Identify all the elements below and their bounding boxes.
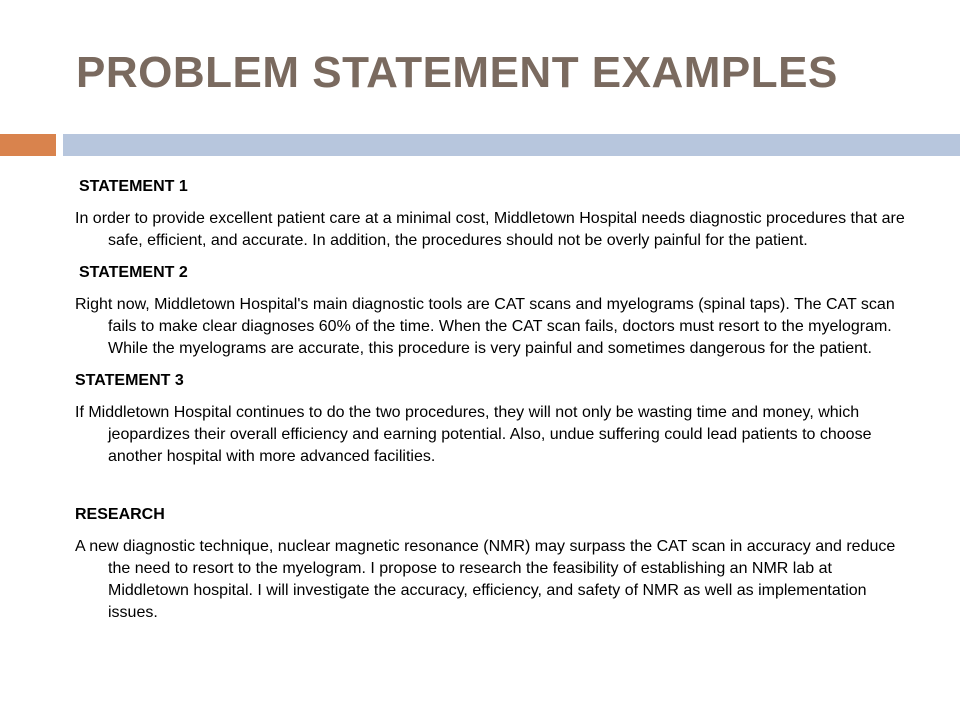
slide-body bbox=[75, 176, 915, 634]
statement-1-heading: STATEMENT 1 bbox=[79, 178, 188, 195]
statement-3-text: If Middletown Hospital continues to do the two procedures, they will not only be wasting time and money, which jeopardizes their overall efficiency and earning potential. Also, undue suffering could lead patients to choose another hospital with more advanced facilities. bbox=[75, 404, 872, 465]
statement-2-text: Right now, Middletown Hospital's main diagnostic tools are CAT scans and myelograms (spinal taps). The CAT scan fails to make clear diagnoses 60% of the time. When the CAT scan fails, doctors must resort to the myelogram. While the myelograms are accurate, this procedure is very painful and sometimes dangerous for the patient. bbox=[75, 296, 895, 357]
research-text: A new diagnostic technique, nuclear magnetic resonance (NMR) may surpass the CAT scan in accuracy and reduce the need to resort to the myelogram. I propose to research the feasibility of establishing an NMR lab at Middletown hospital. I will investigate the accuracy, efficiency, and safety of NMR as well as implementation issues. bbox=[75, 538, 896, 621]
accent-bar-blue bbox=[63, 134, 960, 156]
research-heading: RESEARCH bbox=[75, 506, 165, 523]
accent-bar-orange bbox=[0, 134, 56, 156]
statement-2-heading: STATEMENT 2 bbox=[79, 264, 188, 281]
slide-title: PROBLEM STATEMENT EXAMPLES bbox=[76, 48, 838, 97]
statement-3-heading: STATEMENT 3 bbox=[75, 372, 184, 389]
statement-1-text: In order to provide excellent patient care at a minimal cost, Middletown Hospital needs diagnostic procedures that are safe, efficient, and accurate. In addition, the procedures should not be overly painful for the patient. bbox=[75, 210, 905, 249]
